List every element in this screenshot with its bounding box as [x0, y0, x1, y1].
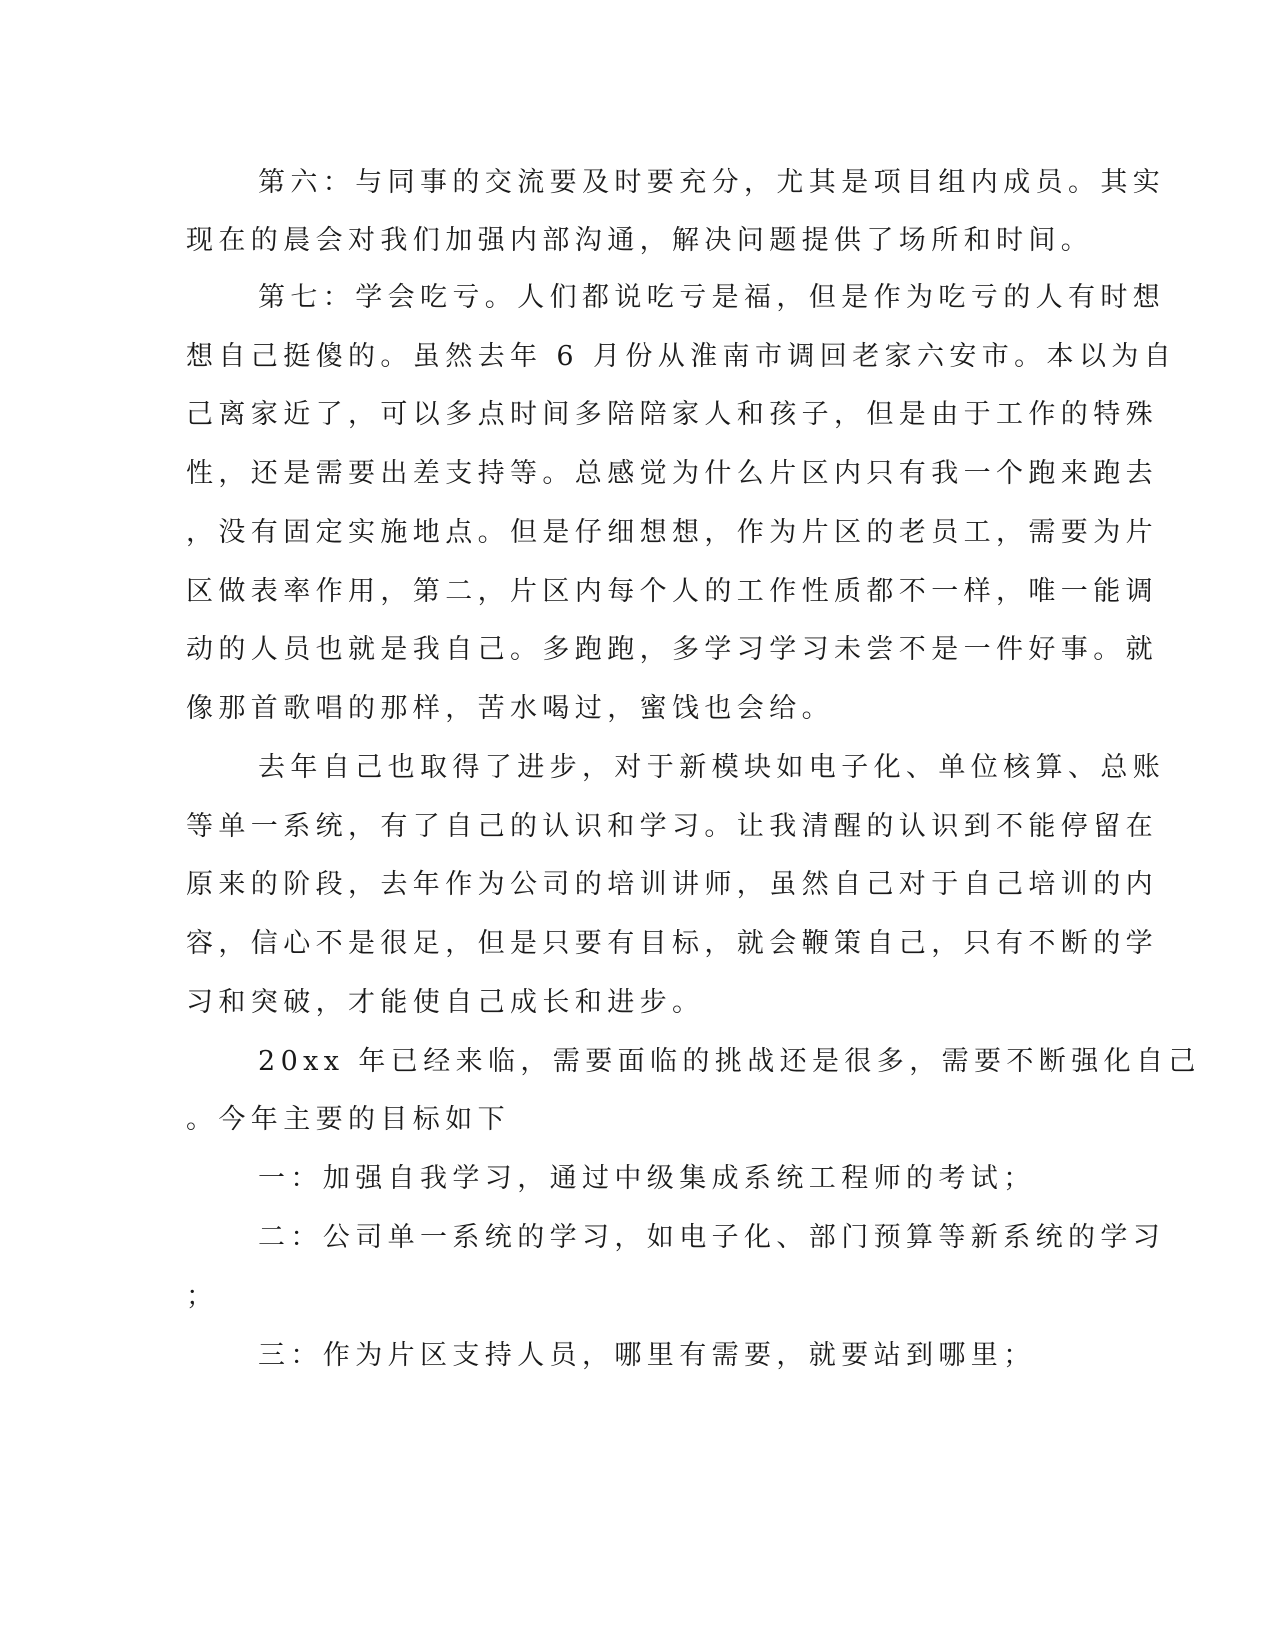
text-line: 想自己挺傻的。虽然去年 6 月份从淮南市调回老家六安市。本以为自: [186, 341, 1177, 372]
text-line: 二：公司单一系统的学习，如电子化、部门预算等新系统的学习: [258, 1222, 1166, 1253]
text-line: 现在的晨会对我们加强内部沟通，解决问题提供了场所和时间。: [186, 225, 1094, 256]
text-line: 习和突破，才能使自己成长和进步。: [186, 987, 705, 1018]
text-line: 去年自己也取得了进步，对于新模块如电子化、单位核算、总账: [258, 752, 1166, 783]
text-line: ，没有固定实施地点。但是仔细想想，作为片区的老员工，需要为片: [186, 517, 1158, 548]
text-line: 。今年主要的目标如下: [186, 1104, 510, 1135]
text-line: 区做表率作用，第二，片区内每个人的工作性质都不一样，唯一能调: [186, 576, 1158, 607]
text-line: 一：加强自我学习，通过中级集成系统工程师的考试；: [258, 1163, 1036, 1194]
text-line: 原来的阶段，去年作为公司的培训讲师，虽然自己对于自己培训的内: [186, 869, 1158, 900]
text-line: 第六：与同事的交流要及时要充分，尤其是项目组内成员。其实: [258, 167, 1166, 198]
text-line: 容，信心不是很足，但是只要有目标，就会鞭策自己，只有不断的学: [186, 928, 1158, 959]
text-line: 等单一系统，有了自己的认识和学习。让我清醒的认识到不能停留在: [186, 811, 1158, 842]
text-line: 性，还是需要出差支持等。总感觉为什么片区内只有我一个跑来跑去: [186, 458, 1158, 489]
text-line: 第七：学会吃亏。人们都说吃亏是福，但是作为吃亏的人有时想: [258, 282, 1166, 313]
text-line: ；: [186, 1281, 219, 1312]
text-line: 己离家近了，可以多点时间多陪陪家人和孩子，但是由于工作的特殊: [186, 399, 1158, 430]
text-line: 三：作为片区支持人员，哪里有需要，就要站到哪里；: [258, 1340, 1036, 1371]
text-line: 20xx 年已经来临，需要面临的挑战还是很多，需要不断强化自己: [258, 1046, 1201, 1077]
text-line: 像那首歌唱的那样，苦水喝过，蜜饯也会给。: [186, 693, 834, 724]
text-line: 动的人员也就是我自己。多跑跑，多学习学习未尝不是一件好事。就: [186, 634, 1158, 665]
